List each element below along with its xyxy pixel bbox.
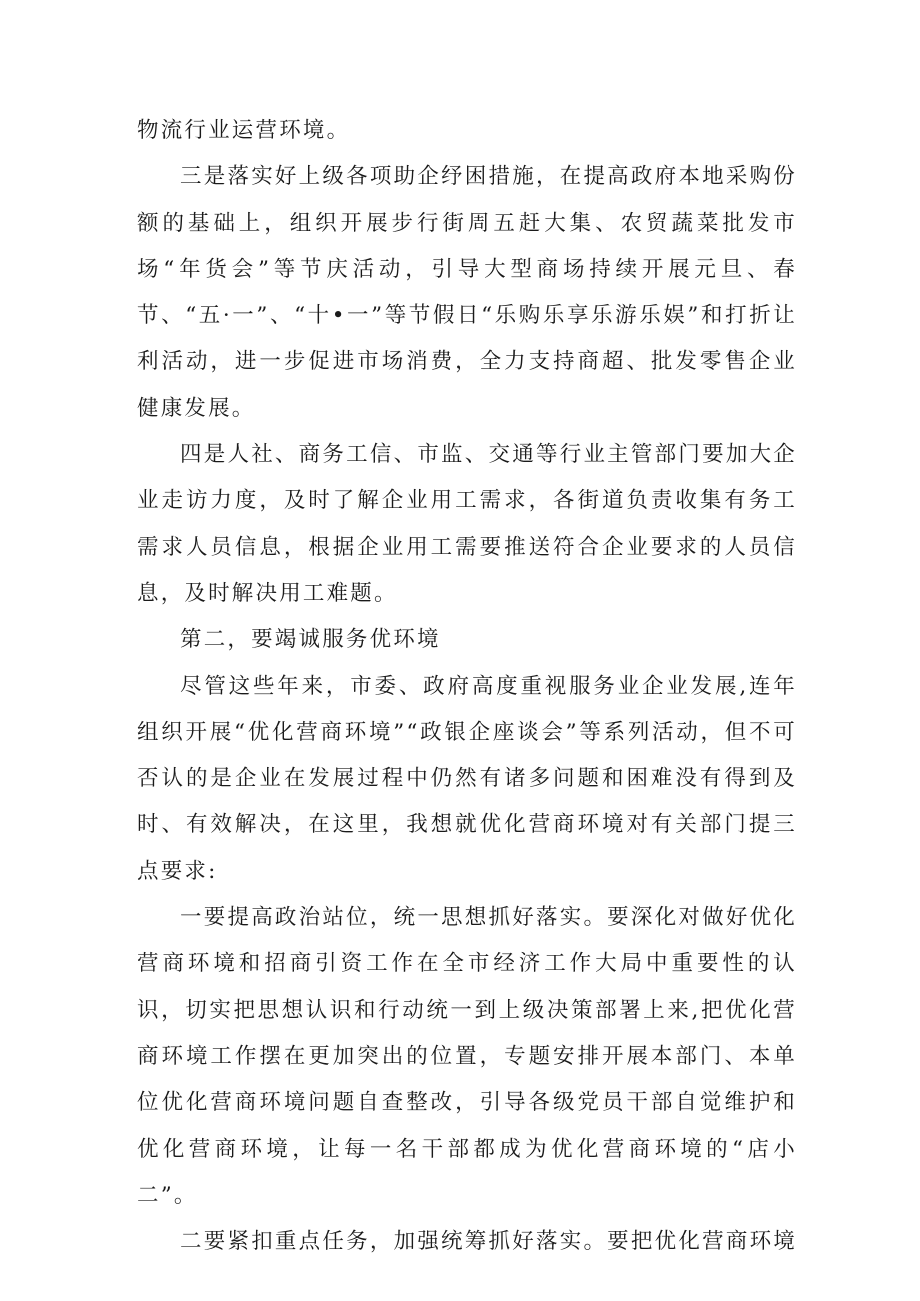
paragraph-2: 三是落实好上级各项助企纾困措施，在提高政府本地采购份额的基础上，组织开展步行街周五赶大集、农贸蔬菜批发市场“年货会”等节庆活动，引导大型商场持续开展元旦、春节、“五·一”、“十•一”等节假日“乐购乐享乐游乐娱”和打折让利活动，进一步促进市场消费，全力支持商超、批发零售企业健康发展。 — [137, 164, 797, 421]
paragraph-4: 尽管这些年来，市委、政府高度重视服务业企业发展,连年组织开展“优化营商环境”“政银企座谈会”等系列活动，但不可否认的是企业在发展过程中仍然有诸多问题和困难没有得到及时、有效解决，在这里，我想就优化营商环境对有关部门提三点要求: — [137, 673, 797, 884]
section-heading: 第二，要竭诚服务优环境 — [180, 627, 441, 653]
paragraph-3: 四是人社、商务工信、市监、交通等行业主管部门要加大企业走访力度，及时了解企业用工需求，各街道负责收集有务工需求人员信息，根据企业用工需要推送符合企业要求的人员信息，及时解决用工难题。 — [137, 442, 797, 606]
paragraph-1: 物流行业运营环境。 — [137, 118, 351, 143]
paragraph-5: 一要提高政治站位，统一思想抓好落实。要深化对做好优化营商环境和招商引资工作在全市经济工作大局中重要性的认识，切实把思想认识和行动统一到上级决策部署上来,把优化营商环境工作摆在更加突出的位置，专题安排开展本部门、本单位优化营商环境问题自查整改，引导各级党员干部自觉维护和优化营商环境，让每一名干部都成为优化营商环境的“店小二”。 — [137, 905, 797, 1208]
document-body — [137, 108, 797, 1265]
paragraph-6: 二要紧扣重点任务，加强统筹抓好落实。要把优化营商环境 — [180, 1229, 797, 1255]
